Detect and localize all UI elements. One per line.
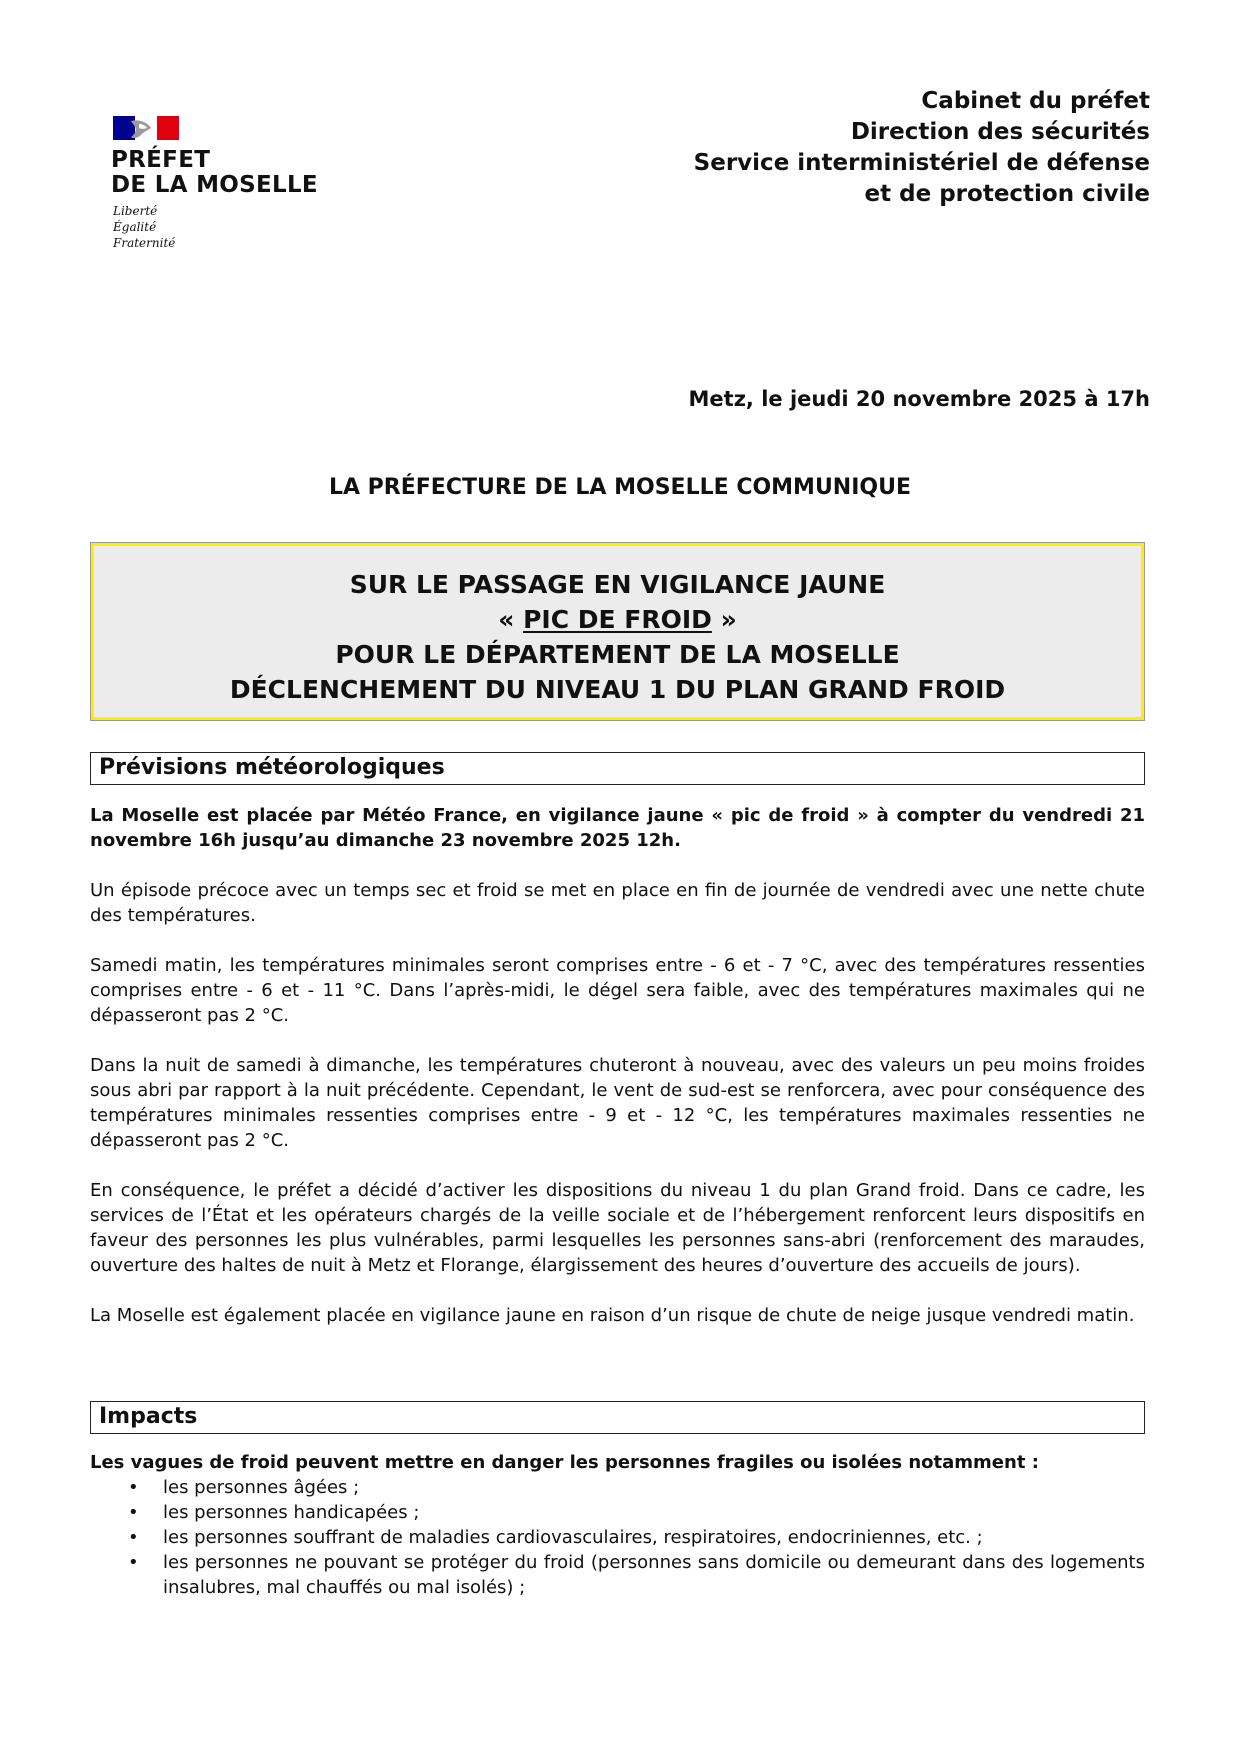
previsions-paragraph-1: Un épisode précoce avec un temps sec et froid se met en place en fin de journée de vendredi avec une nette chute des températures. [90,880,1145,926]
motto-egalite: Égalité [113,220,157,234]
impacts-body [90,1450,1145,1600]
bullet-icon: • [128,1552,139,1573]
motto-liberte: Liberté [113,204,158,218]
previsions-paragraph-5: La Moselle est également placée en vigilance jaune en raison d’un risque de chute de neige jusque vendredi matin. [90,1305,1135,1326]
marianne-flag-logo [113,116,179,140]
bullet-icon: • [128,1477,139,1498]
list-item [90,1525,1145,1550]
list-item-text: les personnes âgées ; [163,1477,360,1498]
alert-pic-de-froid: PIC DE FROID [523,605,712,634]
previsions-paragraph-2: Samedi matin, les températures minimales seront comprises entre - 6 et - 7 °C, avec des températures ressenties comprises entre - 6 et - 11 °C. Dans l’après-midi, le dégel sera faible, avec des températures maximales qui ne dépasseront pas 2 °C. [90,955,1145,1026]
logo-title [111,148,318,198]
service-line-1: Cabinet du préfet [921,88,1150,114]
service-line-4: et de protection civile [864,181,1150,207]
motto-fraternite: Fraternité [113,236,176,250]
vigilance-alert-box [90,542,1145,721]
previsions-paragraph-4: En conséquence, le préfet a décidé d’activer les dispositions du niveau 1 du plan Grand froid. Dans ce cadre, les services de l’État et les opérateurs chargés de la veille sociale et de l’hébergement renforcent leurs dispositifs en faveur des personnes les plus vulnérables, parmi lesquelles les personnes sans-abri (renforcement des maraudes, ouverture des haltes de nuit à Metz et Florange, élargissement des heures d’ouverture des accueils de jours). [90,1180,1145,1276]
service-line-2: Direction des sécurités [850,119,1150,145]
alert-line-1: SUR LE PASSAGE EN VIGILANCE JAUNE [349,570,886,599]
previsions-body [90,803,1145,1353]
dateline: Metz, le jeudi 20 novembre 2025 à 17h [688,387,1150,411]
impacts-list [90,1475,1145,1600]
section-heading-impacts: Impacts [90,1401,1145,1434]
communique-title: LA PRÉFECTURE DE LA MOSELLE COMMUNIQUE [328,475,912,500]
alert-line-3: POUR LE DÉPARTEMENT DE LA MOSELLE [335,640,900,669]
alert-quote-close: » [711,605,737,634]
previsions-intro: La Moselle est placée par Météo France, en vigilance jaune « pic de froid » à compter du vendredi 21 novembre 16h jusqu’au dimanche 23 novembre 2025 12h. [90,805,1145,851]
logo-motto [113,203,175,251]
alert-line-2 [94,602,1141,637]
logo-title-line-2: DE LA MOSELLE [111,172,318,198]
logo-title-line-1: PRÉFET [111,147,211,173]
impacts-lead: Les vagues de froid peuvent mettre en danger les personnes fragiles ou isolées notamment : [90,1452,1039,1473]
list-item-text: les personnes souffrant de maladies cardiovasculaires, respiratoires, endocriniennes, etc. ; [163,1527,983,1548]
bullet-icon: • [128,1502,139,1523]
alert-quote-open: « [498,605,524,634]
alert-line-4: DÉCLENCHEMENT DU NIVEAU 1 DU PLAN GRAND FROID [229,675,1006,704]
list-item-text: les personnes ne pouvant se protéger du froid (personnes sans domicile ou demeurant dans des logements insalubres, mal chauffés ou mal isolés) ; [163,1552,1145,1598]
list-item [90,1475,1145,1500]
list-item-text: les personnes handicapées ; [163,1502,420,1523]
list-item [90,1550,1145,1600]
issuing-service [694,86,1150,210]
bullet-icon: • [128,1527,139,1548]
service-line-3: Service interministériel de défense [693,150,1150,176]
section-heading-previsions: Prévisions météorologiques [90,752,1145,785]
previsions-paragraph-3: Dans la nuit de samedi à dimanche, les températures chuteront à nouveau, avec des valeurs un peu moins froides sous abri par rapport à la nuit précédente. Cependant, le vent de sud-est se renforcera, avec pour conséquence des températures minimales ressenties comprises entre - 9 et - 12 °C, les températures maximales ressenties ne dépasseront pas 2 °C. [90,1055,1145,1151]
list-item [90,1500,1145,1525]
